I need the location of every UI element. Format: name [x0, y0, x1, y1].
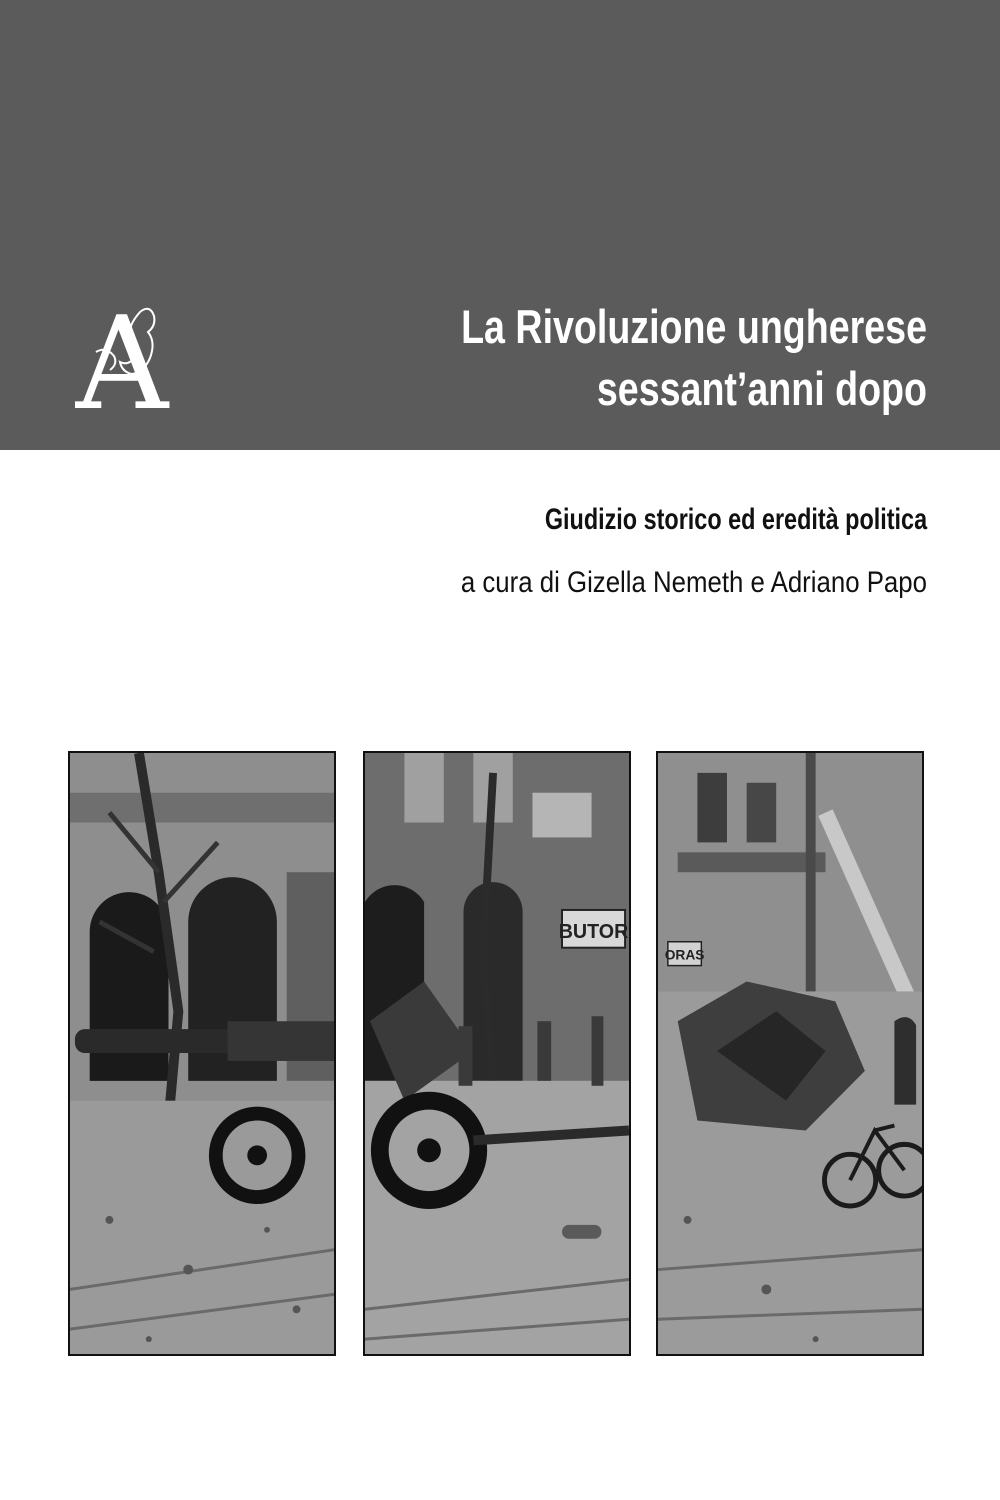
book-editors: a cura di Gizella Nemeth e Adriano Papo	[460, 566, 927, 599]
svg-text:A: A	[75, 300, 169, 416]
street-wreckage-bicycle-photo	[656, 751, 924, 1356]
street-cannon-wheel-photo	[363, 751, 631, 1356]
street-cannon-photo	[68, 751, 336, 1356]
svg-text:ORAS: ORAS	[664, 946, 705, 963]
title-line-2: sessant’anni dopo	[596, 362, 927, 415]
title-line-1: La Rivoluzione ungherese	[461, 300, 927, 353]
svg-text:BUTOR: BUTOR	[558, 920, 629, 943]
publisher-logo-icon	[66, 300, 182, 416]
book-title	[415, 296, 927, 420]
book-subtitle: Giudizio storico ed eredità politica	[544, 503, 927, 536]
